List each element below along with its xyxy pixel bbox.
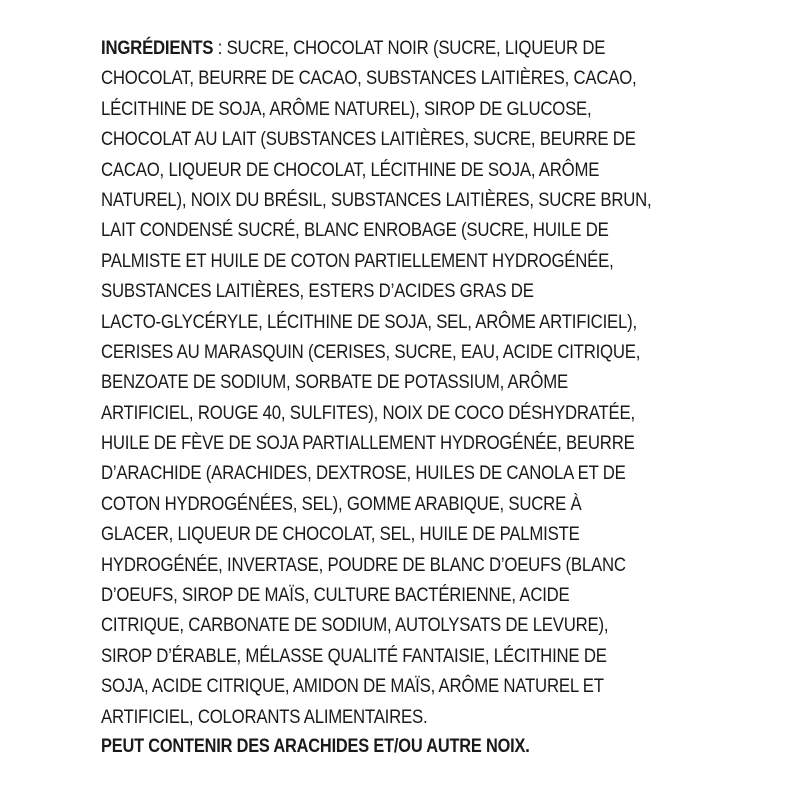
ingredients-line-4: CHOCOLAT AU LAIT (SUBSTANCES LAITIÈRES, SUCRE, BEURRE DE <box>101 128 636 151</box>
ingredients-line-15: D’ARACHIDE (ARACHIDES, DEXTROSE, HUILES DE CANOLA ET DE <box>101 462 626 485</box>
ingredients-line-9: SUBSTANCES LAITIÈRES, ESTERS D’ACIDES GRAS DE <box>101 280 534 303</box>
ingredients-line-2: CHOCOLAT, BEURRE DE CACAO, SUBSTANCES LAITIÈRES, CACAO, <box>101 67 637 90</box>
ingredients-line-22: SOJA, ACIDE CITRIQUE, AMIDON DE MAÏS, ARÔME NATUREL ET <box>101 675 604 698</box>
allergen-warning: PEUT CONTENIR DES ARACHIDES ET/OU AUTRE NOIX. <box>101 735 530 757</box>
ingredients-line-10: LACTO-GLYCÉRYLE, LÉCITHINE DE SOJA, SEL, ARÔME ARTIFICIEL), <box>101 310 637 333</box>
ingredients-line-8: PALMISTE ET HUILE DE COTON PARTIELLEMENT HYDROGÉNÉE, <box>101 249 614 272</box>
ingredients-line-text: : SUCRE, CHOCOLAT NOIR (SUCRE, LIQUEUR DE <box>213 37 606 59</box>
ingredients-line-14: HUILE DE FÈVE DE SOJA PARTIALLEMENT HYDROGÉNÉE, BEURRE <box>101 432 635 455</box>
ingredients-label <box>101 33 741 762</box>
ingredients-heading: INGRÉDIENTS <box>101 37 214 59</box>
ingredients-line-12: BENZOATE DE SODIUM, SORBATE DE POTASSIUM, ARÔME <box>101 371 568 394</box>
ingredients-line-21: SIROP D’ÉRABLE, MÉLASSE QUALITÉ FANTAISIE, LÉCITHINE DE <box>101 644 607 667</box>
ingredients-line-23: ARTIFICIEL, COLORANTS ALIMENTAIRES. <box>101 705 428 728</box>
ingredients-line-13: ARTIFICIEL, ROUGE 40, SULFITES), NOIX DE COCO DÉSHYDRATÉE, <box>101 401 635 424</box>
ingredients-line-11: CERISES AU MARASQUIN (CERISES, SUCRE, EAU, ACIDE CITRIQUE, <box>101 340 641 363</box>
ingredients-line-3: LÉCITHINE DE SOJA, ARÔME NATUREL), SIROP DE GLUCOSE, <box>101 97 592 120</box>
ingredients-line-6: NATUREL), NOIX DU BRÉSIL, SUBSTANCES LAITIÈRES, SUCRE BRUN, <box>101 188 652 211</box>
ingredients-line-20: CITRIQUE, CARBONATE DE SODIUM, AUTOLYSATS DE LEVURE), <box>101 614 609 637</box>
ingredients-line-5: CACAO, LIQUEUR DE CHOCOLAT, LÉCITHINE DE SOJA, ARÔME <box>101 158 600 181</box>
ingredients-line-17: GLACER, LIQUEUR DE CHOCOLAT, SEL, HUILE DE PALMISTE <box>101 523 580 546</box>
ingredients-line-7: LAIT CONDENSÉ SUCRÉ, BLANC ENROBAGE (SUCRE, HUILE DE <box>101 219 609 242</box>
ingredients-line-19: D’OEUFS, SIROP DE MAÏS, CULTURE BACTÉRIENNE, ACIDE <box>101 584 570 607</box>
ingredients-line-1 <box>101 33 651 63</box>
ingredients-line-16: COTON HYDROGÉNÉES, SEL), GOMME ARABIQUE, SUCRE À <box>101 492 582 515</box>
ingredients-line-18: HYDROGÉNÉE, INVERTASE, POUDRE DE BLANC D’OEUFS (BLANC <box>101 553 626 576</box>
